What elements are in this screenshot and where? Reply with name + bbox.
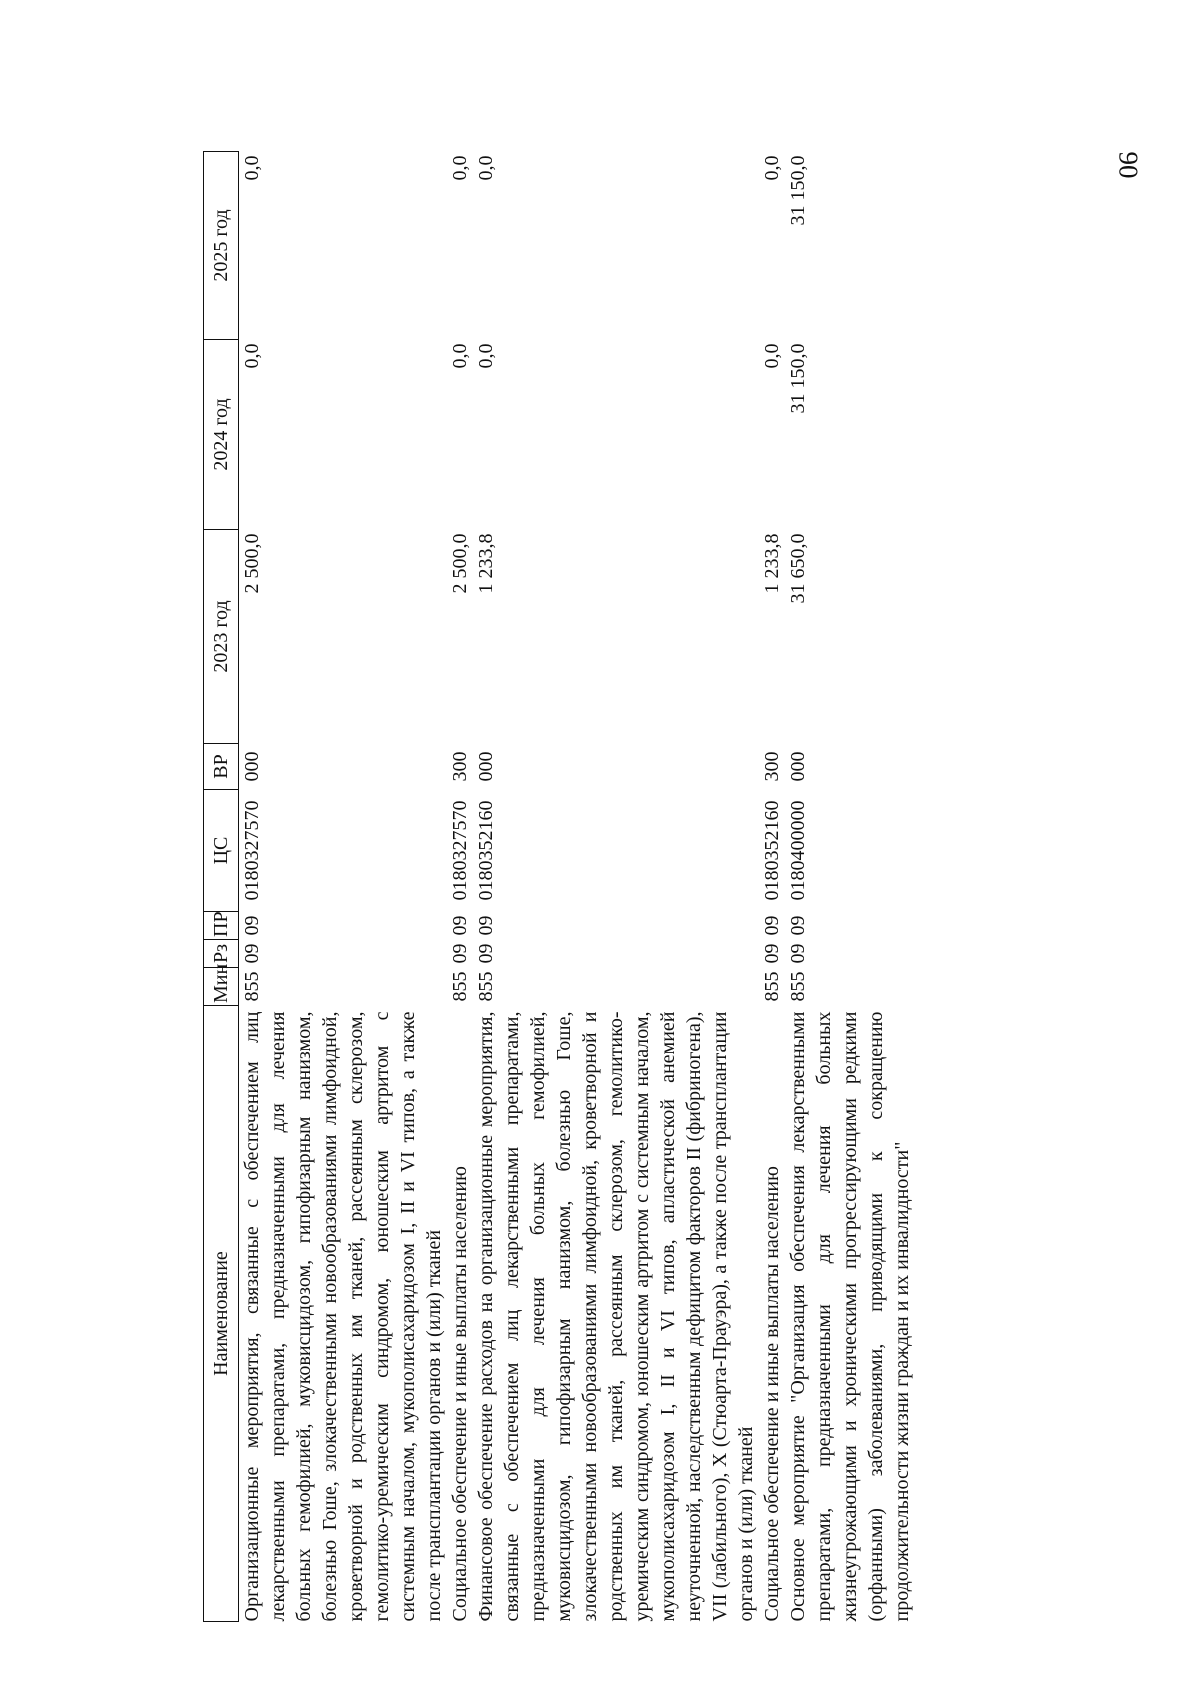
row-2024: 0,0 (761, 343, 783, 369)
header-name: Наименование (204, 1006, 239, 1622)
rotated-page-content (203, 152, 983, 1622)
page-number: 90 (1113, 151, 1144, 179)
row-rz: 09 (475, 943, 497, 964)
row-2025: 0,0 (761, 155, 783, 181)
budget-table (203, 151, 915, 1622)
row-rz: 09 (241, 943, 263, 964)
table-row (785, 152, 915, 1622)
header-cs: ЦС (204, 790, 239, 912)
row-vr: 300 (761, 751, 783, 782)
table-row (473, 152, 759, 1622)
row-pr: 09 (449, 915, 471, 936)
table-header-row (204, 152, 239, 1622)
row-pr: 09 (241, 915, 263, 936)
row-min: 855 (241, 971, 263, 1002)
row-2024: 0,0 (241, 343, 263, 369)
row-2025: 31 150,0 (787, 155, 809, 226)
row-name: Финансовое обеспечение расходов на организационные мероприятия, связанные с обеспечением лиц лекарственными препаратами, предназначенными для лечения больных гемофилией, муковисцидозом, гипофизарным нанизмом, болезнью Гоше, злокачественными новообразованиями лимфоидной, кроветворной и родственных им тканей, рассеянным склерозом, гемолитико-уремическим синдромом, юношеским артритом с системным началом, мукополисахаридозом I, II и VI типов, апластической анемией неуточненной, наследственным дефицитом факторов II (фибриногена), VII (лабильного), X (Стюарта-Прауэра), а также после трансплантации органов и (или) тканей (475, 1011, 757, 1622)
row-cs: 0180352160 (475, 800, 497, 901)
row-pr: 09 (787, 915, 809, 936)
row-2024: 31 150,0 (787, 343, 809, 414)
header-min: Мин (204, 968, 239, 1006)
row-vr: 000 (787, 751, 809, 782)
header-2023: 2023 год (204, 530, 239, 744)
row-min: 855 (761, 971, 783, 1002)
header-pr: ПР (204, 912, 239, 940)
row-rz: 09 (449, 943, 471, 964)
row-name: Социальное обеспечение и иные выплаты населению (449, 1166, 471, 1622)
row-2024: 0,0 (449, 343, 471, 369)
row-rz: 09 (761, 943, 783, 964)
row-vr: 000 (241, 751, 263, 782)
table-row (239, 152, 448, 1622)
table-row (447, 152, 473, 1622)
row-name: Организационные мероприятия, связанные с обеспечением лиц лекарственными препаратами, предназначенными для лечения больных гемофилией, муковисцидозом, гипофизарным нанизмом, болезнью Гоше, злокачественными новообразованиями лимфоидной, кроветворной и родственных им тканей, рассеянным склерозом, гемолитико-уремическим синдромом, юношеским артритом с системным началом, мукополисахаридозом I, II и VI типов, а также после трансплантации органов и (или) тканей (241, 1011, 445, 1622)
row-cs: 0180352160 (761, 800, 783, 901)
row-cs: 0180327570 (241, 800, 263, 901)
header-2024: 2024 год (204, 340, 239, 530)
row-name: Основное мероприятие "Организация обеспечения лекарственными препаратами, предназначенными для лечения больных жизнеугрожающими и хроническими прогрессирующими редкими (орфанными) заболеваниями, приводящими к сокращению продолжительности жизни граждан и их инвалидности" (787, 1011, 913, 1622)
row-2023: 1 233,8 (761, 533, 783, 594)
row-vr: 300 (449, 751, 471, 782)
row-2023: 2 500,0 (449, 533, 471, 594)
row-name: Социальное обеспечение и иные выплаты населению (761, 1166, 783, 1622)
row-2025: 0,0 (241, 155, 263, 181)
header-vr: ВР (204, 744, 239, 790)
row-pr: 09 (761, 915, 783, 936)
row-rz: 09 (787, 943, 809, 964)
row-min: 855 (449, 971, 471, 1002)
row-cs: 0180327570 (449, 800, 471, 901)
row-2025: 0,0 (449, 155, 471, 181)
row-2023: 31 650,0 (787, 533, 809, 604)
row-2023: 2 500,0 (241, 533, 263, 594)
row-vr: 000 (475, 751, 497, 782)
row-2024: 0,0 (475, 343, 497, 369)
row-pr: 09 (475, 915, 497, 936)
header-rz: Рз (204, 940, 239, 968)
header-2025: 2025 год (204, 152, 239, 340)
row-cs: 0180400000 (787, 800, 809, 901)
row-2023: 1 233,8 (475, 533, 497, 594)
row-min: 855 (787, 971, 809, 1002)
table-row (759, 152, 785, 1622)
row-min: 855 (475, 971, 497, 1002)
row-2025: 0,0 (475, 155, 497, 181)
